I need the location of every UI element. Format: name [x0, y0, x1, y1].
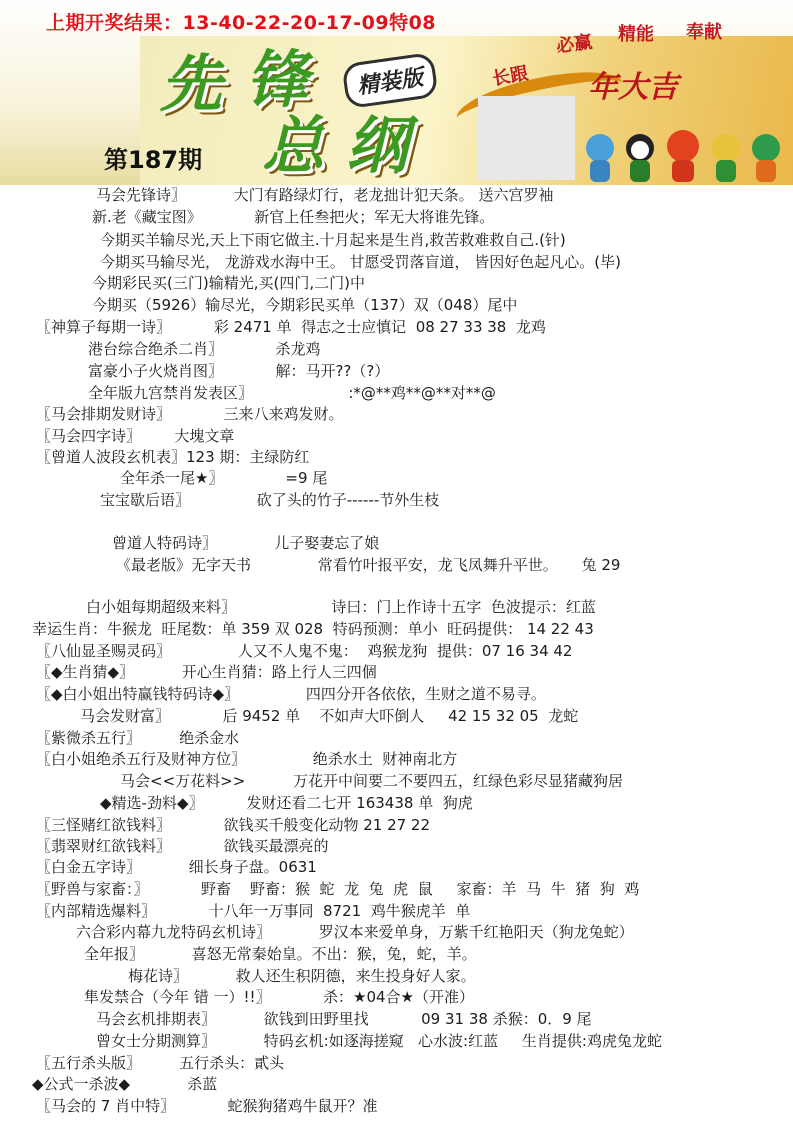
text-line: 〖紫微杀五行〗 绝杀金水	[36, 729, 240, 747]
title-char-4: 纲	[346, 109, 409, 182]
text-line: 白小姐每期超级来料〗 诗曰：门上作诗十五字 色波提示：红蓝	[86, 598, 596, 616]
text-line: 马会<<万花料>> 万花开中间要二不要四五，红绿色彩尽显猪藏狗居	[120, 772, 623, 790]
text-line: 今期买马输尽光， 龙游戏水海中王。 甘愿受罚落盲道， 皆因好色起凡心。(毕)	[100, 253, 622, 271]
text-line: 〖三怪赌红欲钱料〗 欲钱买千般变化动物 21 27 22	[36, 816, 431, 834]
text-line: 〖◆生肖猜◆〗 开心生肖猜：路上行人三四個	[36, 663, 377, 681]
text-line: 〖五行杀头版〗 五行杀头：貳头	[36, 1054, 285, 1072]
text-line: 〖野兽与家畜：〗 野畜 野畜：猴 蛇 龙 兔 虎 鼠 家畜：羊 马 牛 猪 狗 鸡	[36, 880, 640, 898]
text-line: 〖马会四字诗〗 大塊文章	[36, 427, 235, 445]
text-line: 《最老版》无字天书 常看竹叶报平安，龙飞凤舞升平世。 兔 29	[116, 556, 621, 574]
text-line: 〖白小姐绝杀五行及财神方位〗 绝杀水土 财神南北方	[36, 750, 458, 768]
text-line: 曾女士分期测算〗 特码玄机:如逐海搓窥 心水波:红蓝 生肖提供:鸡虎兔龙蛇	[96, 1032, 662, 1050]
blank-patch	[478, 96, 575, 180]
text-line: ◆公式一杀波◆ 杀蓝	[32, 1075, 218, 1093]
text-line: 今期彩民买(三门)输精光,买(四门,二门)中	[92, 274, 365, 292]
text-line: 马会发财富〗 后 9452 单 不如声大吓倒人 42 15 32 05 龙蛇	[80, 707, 579, 725]
text-line: 〖内部精选爆料〗 十八年一万事同 8721 鸡牛猴虎羊 单	[36, 902, 471, 920]
header-banner	[0, 0, 793, 185]
text-line: 幸运生肖：牛猴龙 旺尾数：单 359 双 028 特码预测：单小 旺码提供： 14 22 43	[32, 620, 594, 638]
text-line: 〖曾道人波段玄机表〗123 期：主绿防红	[36, 448, 310, 466]
text-line: 今期买羊输尽光,天上下雨它做主.十月起来是生肖,救苦救难救自己.(针)	[100, 231, 566, 249]
text-line: 港台综合绝杀二肖〗 杀龙鸡	[88, 340, 321, 358]
text-line: 全年报〗 喜怒无常秦始皇。不出：猴，兔，蛇，羊。	[84, 945, 477, 963]
text-line: 马会先锋诗〗 大门有路绿灯行，老龙拙计犯天条。 送六宫罗袖	[96, 186, 554, 204]
text-line: 〖◆白小姐出特赢钱特码诗◆〗 四四分开各依依，生财之道不易寻。	[36, 685, 546, 703]
last-draw-result: 上期开奖结果：13-40-22-20-17-09特08	[46, 12, 437, 34]
text-line: 曾道人特码诗〗 儿子娶妻忘了娘	[112, 534, 380, 552]
text-line: 〖马会排期发财诗〗 三来八来鸡发财。	[36, 405, 344, 423]
text-line: 六合彩内幕九龙特码玄机诗〗 罗汉本来爱单身，万紫千红艳阳天（狗龙兔蛇）	[76, 923, 634, 941]
issue-number: 第187期	[104, 146, 203, 174]
text-line: 〖神算子每期一诗〗 彩 2471 单 得志之士应慎记 08 27 33 38 龙鸡	[36, 318, 546, 336]
text-line: 梅花诗〗 救人还生积阴德，来生投身好人家。	[128, 967, 476, 985]
mascots-icon	[578, 128, 788, 184]
text-line: 宝宝歇后语〗 砍了头的竹子------节外生枝	[100, 491, 440, 509]
text-line: 〖白金五字诗〗 细长身子盘。0631	[36, 858, 317, 876]
title-char-1: 先	[160, 47, 223, 120]
title-char-3: 总	[262, 109, 325, 182]
tag-offer: 奉献	[686, 22, 722, 43]
text-line: 今期买（5926）输尽光，今期彩民买单（137）双（048）尾中	[92, 296, 518, 314]
text-line: 全年杀一尾★〗 =9 尾	[120, 469, 328, 487]
tag-follow: 长跟	[490, 63, 530, 90]
deluxe-badge: 精装版	[341, 52, 438, 109]
text-line: 马会玄机排期表〗 欲钱到田野里找 09 31 38 杀猴：0．9 尾	[96, 1010, 592, 1028]
text-line: 全年版九宫禁肖发表区〗 :*@**鸡**@**对**@	[88, 384, 496, 402]
tag-win: 必赢	[554, 31, 594, 58]
text-line: 〖马会的 7 肖中特〗 蛇猴狗猪鸡牛鼠开？准	[36, 1097, 378, 1115]
content-body	[0, 185, 793, 1122]
text-line: ◆精选-劲料◆〗 发财还看二七开 163438 单 狗虎	[100, 794, 473, 812]
new-year-text: 年大吉	[588, 70, 678, 105]
tag-quality: 精能	[618, 24, 654, 45]
text-line: 富豪小子火烧肖图〗 解：马开??（?）	[88, 362, 390, 380]
text-line: 隼发禁合（今年 错 一）!!〗 杀：★04合★（开准）	[84, 988, 474, 1006]
text-line: 新.老《藏宝图》 新官上任叁把火；军无大将谁先锋。	[92, 208, 495, 226]
text-line: 〖八仙显圣赐灵码〗 人又不人鬼不鬼： 鸡猴龙狗 提供：07 16 34 42	[36, 642, 573, 660]
title-char-2: 锋	[246, 43, 309, 116]
text-line: 〖翡翠财红欲钱料〗 欲钱买最漂亮的	[36, 837, 329, 855]
